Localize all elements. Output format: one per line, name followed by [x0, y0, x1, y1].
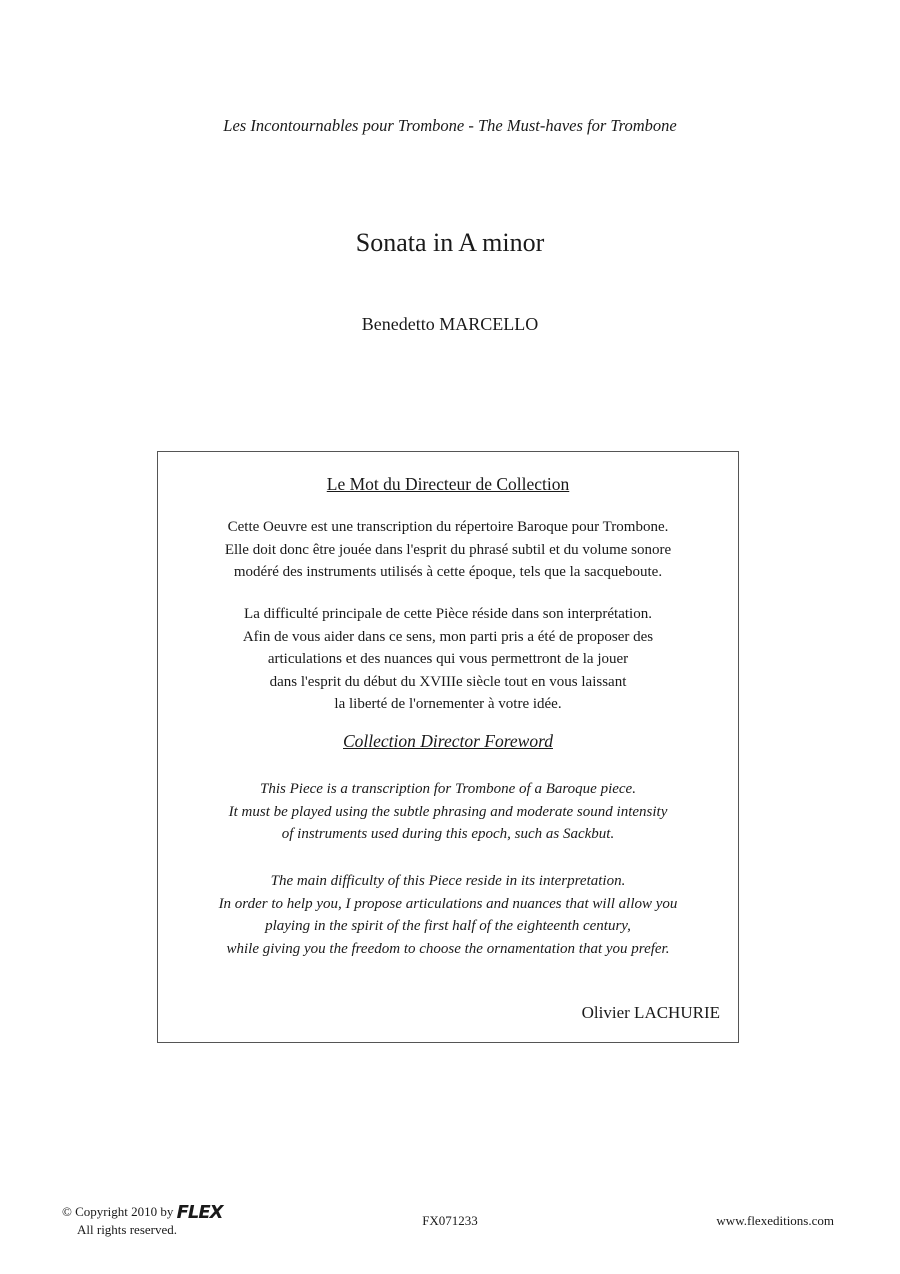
foreword-box [157, 451, 739, 1043]
text-line: modéré des instruments utilisés à cette époque, tels que la sacqueboute. [233, 564, 663, 580]
text-line: It must be played using the subtle phrasing and moderate sound intensity [228, 803, 668, 820]
text-line: playing in the spirit of the first half of the eighteenth century, [265, 918, 631, 934]
text-line: Elle doit donc être jouée dans l'esprit du phrasé subtil et du volume sonore [224, 541, 672, 558]
composer-name: Benedetto MARCELLO [361, 314, 539, 334]
french-paragraph-2 [158, 603, 738, 716]
text-line: In order to help you, I propose articulations and nuances that will allow you [218, 895, 678, 912]
english-heading: Collection Director Foreword [343, 731, 553, 751]
website-url: www.flexeditions.com [716, 1213, 834, 1228]
rights-text: All rights reserved. [77, 1222, 178, 1237]
text-line: The main difficulty of this Piece reside in its interpretation. [270, 873, 626, 889]
series-title: Les Incontournables pour Trombone - The Must-haves for Trombone [223, 116, 677, 135]
flex-logo: FLEX [176, 1202, 223, 1223]
text-line: Cette Oeuvre est une transcription du répertoire Baroque pour Trombone. [227, 519, 669, 535]
french-heading: Le Mot du Directeur de Collection [326, 474, 570, 494]
text-line: articulations et des nuances qui vous permettront de la jouer [267, 651, 629, 667]
text-line: la liberté de l'ornementer à votre idée. [334, 696, 562, 712]
text-line: of instruments used during this epoch, such as Sackbut. [281, 826, 615, 842]
text-line: La difficulté principale de cette Pièce réside dans son interprétation. [244, 606, 652, 622]
text-line: while giving you the freedom to choose the ornamentation that you prefer. [226, 940, 670, 957]
copyright-text: © Copyright 2010 by [62, 1204, 174, 1219]
catalog-code: FX071233 [422, 1213, 478, 1228]
signature: Olivier LACHURIE [581, 1003, 720, 1022]
text-line: dans l'esprit du début du XVIIIe siècle tout en vous laissant [269, 673, 627, 690]
piece-title: Sonata in A minor [355, 228, 545, 257]
text-line: Afin de vous aider dans ce sens, mon parti pris a été de proposer des [242, 628, 654, 645]
text-line: This Piece is a transcription for Trombone of a Baroque piece. [260, 781, 636, 797]
english-paragraph-1 [158, 778, 738, 846]
english-paragraph-2 [158, 870, 738, 960]
french-paragraph-1 [158, 516, 738, 584]
